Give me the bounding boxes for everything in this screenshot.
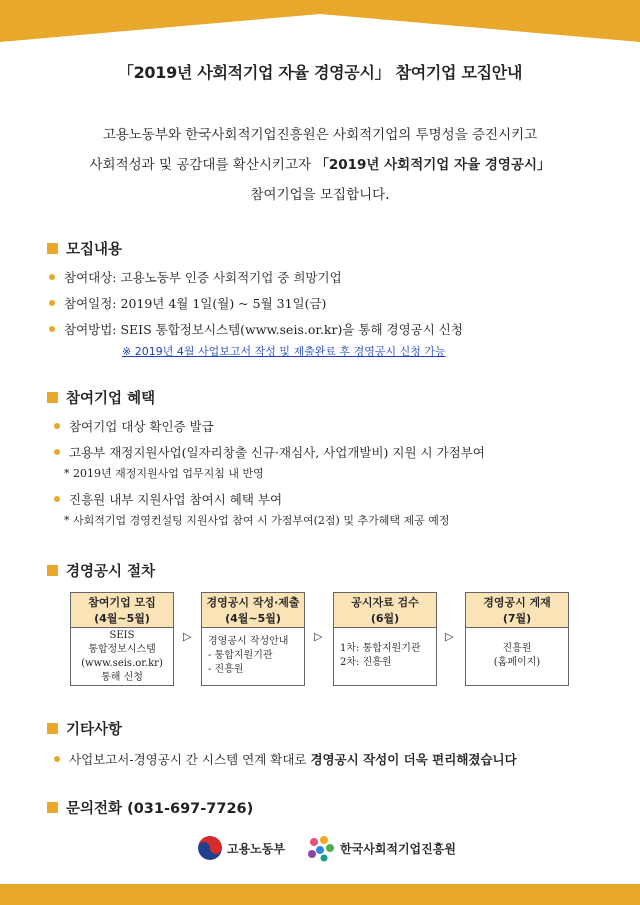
intro-line-1: 고용노동부와 한국사회적기업진흥원은 사회적기업의 투명성을 증진시키고 xyxy=(102,127,538,143)
step-4-body xyxy=(465,628,569,686)
step-4-header xyxy=(465,592,569,628)
list-item-text: 참여기업 대상 확인증 발급 xyxy=(69,419,214,434)
contact-phone xyxy=(47,797,253,818)
step-2-body xyxy=(201,628,305,686)
section-benefits xyxy=(47,387,155,408)
list-item xyxy=(49,294,326,312)
bottom-accent-bar xyxy=(0,884,640,905)
step-line: - 진흥원 xyxy=(208,664,244,675)
dot-bullet-icon xyxy=(54,496,60,502)
footer-org-2: 한국사회적기업진흥원 xyxy=(340,842,456,856)
step-title: 공시자료 검수 xyxy=(351,596,419,609)
section-heading: 경영공시 절차 xyxy=(66,564,156,580)
step-period: (4월~5월) xyxy=(94,612,150,625)
step-line: 통합정보시스템 xyxy=(88,644,156,655)
section-recruitment xyxy=(47,238,122,259)
step-line: 2차: 진흥원 xyxy=(340,657,392,668)
step-period: (7월) xyxy=(502,612,532,625)
step-line: 경영공시 작성안내 xyxy=(208,636,289,647)
step-period: (6월) xyxy=(370,612,400,625)
step-line: (www.seis.or.kr) xyxy=(81,658,163,669)
step-title: 참여기업 모집 xyxy=(88,596,156,609)
list-item-text: 사업보고서-경영공시 간 시스템 연계 확대로 xyxy=(69,752,311,767)
section-misc xyxy=(47,718,122,739)
step-3-header xyxy=(333,592,437,628)
moel-logo-icon xyxy=(198,836,222,860)
list-item-text: 참여방법: SEIS 통합정보시스템(www.seis.or.kr)을 통해 경영공시 신청 xyxy=(64,322,463,337)
list-item xyxy=(54,750,517,768)
step-line: 진흥원 xyxy=(502,643,532,654)
square-bullet-icon xyxy=(47,802,58,813)
step-line: (홈페이지) xyxy=(493,657,541,668)
section-heading: 기타사항 xyxy=(66,722,123,738)
list-item-text: 참여일정: 2019년 4월 1일(월) ~ 5월 31일(금) xyxy=(64,296,327,311)
step-2-header xyxy=(201,592,305,628)
intro-highlight: 「2019년 사회적기업 자율 경영공시」 xyxy=(315,157,551,173)
step-line: 1차: 통합지원기관 xyxy=(340,643,421,654)
section-procedure xyxy=(47,560,155,581)
dot-bullet-icon xyxy=(49,326,55,332)
dot-bullet-icon xyxy=(49,274,55,280)
submission-note-link[interactable]: ※ 2019년 4월 사업보고서 작성 및 제출완료 후 경영공시 신청 가능 xyxy=(122,345,446,358)
intro-line-2a: 사회적성과 및 공감대를 확산시키고자 xyxy=(89,157,316,173)
step-title: 경영공시 작성·제출 xyxy=(206,596,300,609)
kosea-logo-icon xyxy=(306,834,336,862)
square-bullet-icon xyxy=(47,723,58,734)
step-1-header xyxy=(70,592,174,628)
list-item-text: 고용부 재정지원사업(일자리창출 신규·재심사, 사업개발비) 지원 시 가점부여 xyxy=(69,445,485,460)
list-item xyxy=(54,417,214,435)
section-heading: 참여기업 혜택 xyxy=(66,391,156,407)
square-bullet-icon xyxy=(47,565,58,576)
step-line: SEIS xyxy=(109,630,135,641)
contact-heading: 문의전화 (031-697-7726) xyxy=(66,801,254,817)
intro-line-2 xyxy=(30,150,610,180)
dot-bullet-icon xyxy=(54,423,60,429)
footer-org-1: 고용노동부 xyxy=(227,842,285,856)
dot-bullet-icon xyxy=(49,300,55,306)
section-heading: 모집내용 xyxy=(66,242,123,258)
list-item xyxy=(54,443,485,461)
step-line: 통해 신청 xyxy=(101,672,143,683)
arrow-right-icon: ▷ xyxy=(183,630,192,643)
step-3-body xyxy=(333,628,437,686)
list-item xyxy=(54,490,282,508)
list-item-text: 진흥원 내부 지원사업 참여시 혜택 부여 xyxy=(69,492,283,507)
step-1-body xyxy=(70,628,174,686)
list-item-bold-text: 경영공시 작성이 더욱 편리해졌습니다 xyxy=(310,752,517,767)
benefit-note: * 2019년 재정지원사업 업무지침 내 반영 xyxy=(64,467,264,480)
step-title: 경영공시 게재 xyxy=(483,596,551,609)
dot-bullet-icon xyxy=(54,756,60,762)
dot-bullet-icon xyxy=(54,449,60,455)
arrow-right-icon: ▷ xyxy=(445,630,454,643)
arrow-right-icon: ▷ xyxy=(314,630,323,643)
list-item xyxy=(49,320,463,338)
intro-line-3: 참여기업을 모집합니다. xyxy=(250,187,390,203)
intro-paragraph xyxy=(30,120,610,210)
page-title: 「2019년 사회적기업 자율 경영공시」 참여기업 모집안내 xyxy=(117,63,523,82)
step-line: - 통합지원기관 xyxy=(208,650,273,661)
benefit-note: * 사회적기업 경영컨설팅 지원사업 참여 시 가점부여(2점) 및 추가혜택 제공 예정 xyxy=(64,514,450,527)
square-bullet-icon xyxy=(47,243,58,254)
list-item-text: 참여대상: 고용노동부 인증 사회적기업 중 희망기업 xyxy=(64,270,342,285)
step-period: (4월~5월) xyxy=(225,612,281,625)
square-bullet-icon xyxy=(47,392,58,403)
list-item xyxy=(49,268,342,286)
